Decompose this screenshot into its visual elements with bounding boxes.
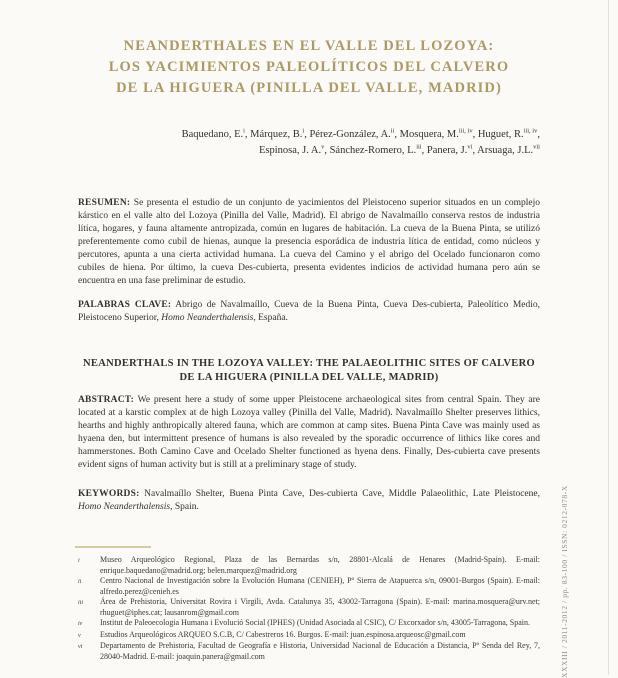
author-name: Mosquera, M. bbox=[399, 129, 459, 140]
footnote-list bbox=[78, 555, 540, 662]
author-affiliation-ref: i bbox=[302, 127, 305, 135]
author-name: Panera, J. bbox=[426, 145, 468, 156]
author-affiliation-ref: vii bbox=[533, 143, 540, 151]
footnote-text: Estudios Arqueológicos ARQUEO S.C.B, C/ Cabestreros 16. Burgos. E-mail: juan.espinosa.arqueosc@gmail.com bbox=[100, 629, 466, 639]
footnote-marker: iii bbox=[78, 600, 84, 606]
footnote-marker: iv bbox=[78, 621, 83, 627]
footnote-row bbox=[78, 597, 540, 618]
journal-volume-sidebar: XXXIII / 2011-2012 / pp. 83-100 / ISSN: 0212-078-X bbox=[560, 485, 569, 678]
abstract-paragraph bbox=[78, 394, 540, 472]
author-affiliation-ref: ii bbox=[390, 127, 395, 135]
author-name: Pérez-González, A. bbox=[309, 129, 391, 140]
page-scan-edge bbox=[608, 0, 609, 675]
author-affiliation-ref: iii bbox=[416, 143, 422, 151]
footnote-marker: v bbox=[78, 632, 81, 639]
footnote-text: Área de Prehistoria, Universitat Rovira i Virgili, Avda. Catalunya 35, 43002-Tarragona (Spain). E-mail: marina.mosquera@urv.net; rhuguet@iphes.cat; lausanrom@gmail.com bbox=[100, 597, 540, 617]
abstract-label: ABSTRACT: bbox=[78, 395, 134, 405]
author-line: Baquedano, E.$^i$, Márquez, B.$^i$, Pérez-González, A.$^{ii}$, Mosquera, M.$^{iii, iv}$, Huguet, R.$^{iii, iv}$, bbox=[181, 127, 540, 140]
resumen-paragraph bbox=[78, 197, 540, 288]
author-name: Huguet, R. bbox=[477, 129, 524, 140]
palabras-clave-text: Abrigo de Navalmaíllo, Cueva de la Buena Pinta, Cueva Des-cubierta, Paleolítico Medio, Pleistoceno Superior, bbox=[78, 300, 540, 323]
author-name: Baquedano, E. bbox=[181, 129, 244, 140]
palabras-clave-label: PALABRAS CLAVE: bbox=[78, 300, 172, 310]
author-affiliation-ref: vi bbox=[467, 143, 473, 151]
footnote-text: Institut de Paleoecologia Humana i Evolució Social (IPHES) (Unidad Asociada al CSIC), C/ Excorxador s/n, 43005-Tarragona, Spain. bbox=[100, 618, 531, 627]
resumen-label: RESUMEN: bbox=[78, 198, 131, 208]
footnote-text: Museo Arqueológico Regional, Plaza de las Bernardas s/n, 28801-Alcalá de Henares (Madrid-Spain). E-mail: enrique.baquedano@madrid.org; belen.marquez@madrid.org bbox=[100, 555, 540, 575]
abstract-text: We present here a study of some upper Pleistocene archaeological sites from central Spain. They are located at a karstic complex at de high Lozoya valley (Pinilla del Valle, Madrid). Navalmaíllo Shelter preserves lithics, hearths and highly anthropically altered fauna, which are common at camp sites. Buena Pinta Cave was mainly used as hyaena den, but intermittent presence of humans is also revealed by the sporadic occurrence of lithics like cores and hammerstones. Both Camino Cave and Ocelado Shelter functioned as hyena dens. Finally, Des-cubierta cave presents evident signs of human activity but is still at a preliminary stage of study. bbox=[78, 395, 540, 470]
author-name: Espinosa, J. A. bbox=[258, 145, 322, 156]
author-list bbox=[78, 127, 540, 159]
keywords-paragraph bbox=[78, 488, 540, 514]
author-affiliation-ref: i bbox=[243, 127, 245, 135]
footnote-marker: ii bbox=[78, 579, 82, 585]
keywords-species: Homo Neanderthalensis bbox=[78, 502, 171, 512]
article-title-en-line: DE LA HIGUERA (PINILLA DEL VALLE, MADRID) bbox=[179, 372, 439, 383]
footnote-row bbox=[78, 618, 540, 630]
footnote-row bbox=[78, 555, 540, 576]
author-affiliation-ref: v bbox=[321, 143, 325, 151]
author-name: Arsuaga, J.L. bbox=[477, 145, 534, 156]
author-affiliation-ref: iii, iv bbox=[458, 127, 473, 135]
author-name: Márquez, B. bbox=[250, 129, 303, 140]
footnote-separator-rule bbox=[75, 546, 151, 548]
author-line: Espinosa, J. A.$^v$, Sánchez-Romero, L.$^{iii}$, Panera, J.$^{vi}$, Arsuaga, J.L.$^{vii}$ bbox=[258, 143, 540, 156]
article-title-es bbox=[70, 36, 548, 99]
footnote-text: Departamento de Prehistoria, Facultad de Geografía e Historia, Universidad Nacional de Educación a Distancia, Pº Senda del Rey, 7, 28040-Madrid. E-mail: joaquin.panera@gmail.com bbox=[100, 641, 540, 661]
keywords-tail: , Spain. bbox=[170, 502, 199, 512]
resumen-text: Se presenta el estudio de un conjunto de yacimientos del Pleistoceno superior situados en un complejo kárstico en el valle alto del Lozoya (Pinilla del Valle, Madrid). El abrigo de Navalmaíllo conserva restos de industria lítica, hogares, y fauna altamente antropizada, común en lugares de habitación. La cueva de la Buena Pinta, se utilizó preferentemente como cubil de hienas, aunque la presencia esporádica de industria lítica de entidad, como núcleos y percutores, apunta a una cierta actividad humana. La cueva del Camino y el abrigo del Ocelado funcionaron como cubiles de hiena. Por último, la cueva Des-cubierta, presenta evidentes indicios de actividad humana pero aún se encuentra en una fase preliminar de estudio. bbox=[78, 198, 540, 286]
palabras-clave-paragraph bbox=[78, 299, 540, 325]
article-title-en-line: NEANDERTHALS IN THE LOZOYA VALLEY: THE PALAEOLITHIC SITES OF CALVERO bbox=[83, 358, 535, 369]
footnote-marker: i bbox=[78, 558, 80, 564]
footnote-row bbox=[78, 630, 540, 642]
author-name: Sánchez-Romero, L. bbox=[329, 145, 417, 156]
footnote-row bbox=[78, 641, 540, 662]
palabras-clave-tail: , España. bbox=[253, 313, 288, 323]
footnote-row bbox=[78, 576, 540, 597]
author-affiliation-ref: iii, iv bbox=[523, 127, 538, 135]
palabras-clave-species: Homo Neanderthalensis bbox=[161, 313, 254, 323]
footnote-marker: vi bbox=[78, 644, 83, 650]
keywords-label: KEYWORDS: bbox=[78, 489, 140, 499]
article-title-es-line: NEANDERTHALES EN EL VALLE DEL LOZOYA: bbox=[123, 38, 495, 54]
article-title-en bbox=[60, 357, 558, 385]
article-title-es-line: DE LA HIGUERA (PINILLA DEL VALLE, MADRID) bbox=[116, 80, 502, 96]
article-title-es-line: LOS YACIMIENTOS PALEOLÍTICOS DEL CALVERO bbox=[108, 59, 510, 75]
keywords-text: Navalmaíllo Shelter, Buena Pinta Cave, Des-cubierta Cave, Middle Palaeolithic, Late Pleistocene, bbox=[139, 489, 540, 499]
footnote-text: Centro Nacional de Investigación sobre la Evolución Humana (CENIEH), Pº Sierra de Atapuerca s/n, 09001-Burgos (Spain). E-mail: alfredo.perez@cenieh.es bbox=[100, 576, 540, 596]
